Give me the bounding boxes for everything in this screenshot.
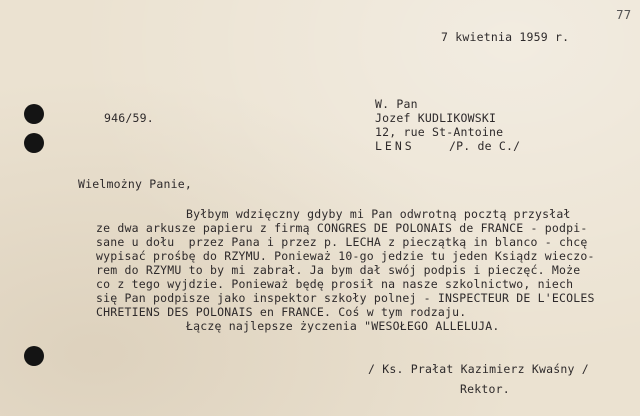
addressee-street: 12, rue St-Antoine bbox=[375, 125, 504, 139]
addressee-city: LENS bbox=[375, 139, 415, 153]
signer-title: Rektor. bbox=[460, 382, 510, 396]
body-line: Byłbym wdzięczny gdyby mi Pan odwrotną pocztą przysłał bbox=[186, 207, 571, 221]
body-line: ze dwa arkusze papieru z firmą CONGRES DE POLONAIS de FRANCE - podpi- bbox=[96, 221, 588, 235]
body-line: rem do RZYMU to by mi zabrał. Ja bym dał swój podpis i pieczęć. Może bbox=[96, 263, 581, 277]
punch-hole bbox=[24, 133, 44, 153]
reference-number: 946/59. bbox=[104, 111, 154, 125]
addressee-salutation: W. Pan bbox=[375, 97, 418, 111]
signature: / Ks. Prałat Kazimierz Kwaśny / bbox=[368, 362, 589, 376]
punch-hole bbox=[24, 346, 44, 366]
closing-line: Łączę najlepsze życzenia "WESOŁEGO ALLELUJA. bbox=[186, 319, 500, 333]
addressee-department: /P. de C./ bbox=[449, 139, 521, 153]
greeting: Wielmożny Panie, bbox=[78, 177, 192, 191]
body-line: CHRETIENS DES POLONAIS en FRANCE. Coś w tym rodzaju. bbox=[96, 305, 467, 319]
body-line: co z tego wyjdzie. Ponieważ będę prosił na nasze szkolnictwo, niech bbox=[96, 277, 574, 291]
body-line: wypisać prośbę do RZYMU. Ponieważ 10-go jedzie tu jeden Ksiądz wieczo- bbox=[96, 249, 595, 263]
page-number: 77 bbox=[616, 8, 632, 22]
body-line: sane u dołu przez Pana i przez p. LECHA z pieczątką in blanco - chcę bbox=[96, 235, 588, 249]
punch-hole bbox=[24, 104, 44, 124]
addressee-name: Jozef KUDLIKOWSKI bbox=[375, 111, 497, 125]
letter-date: 7 kwietnia 1959 r. bbox=[441, 30, 570, 44]
body-line: się Pan podpisze jako inspektor szkoły polnej - INSPECTEUR DE L'ECOLES bbox=[96, 291, 595, 305]
